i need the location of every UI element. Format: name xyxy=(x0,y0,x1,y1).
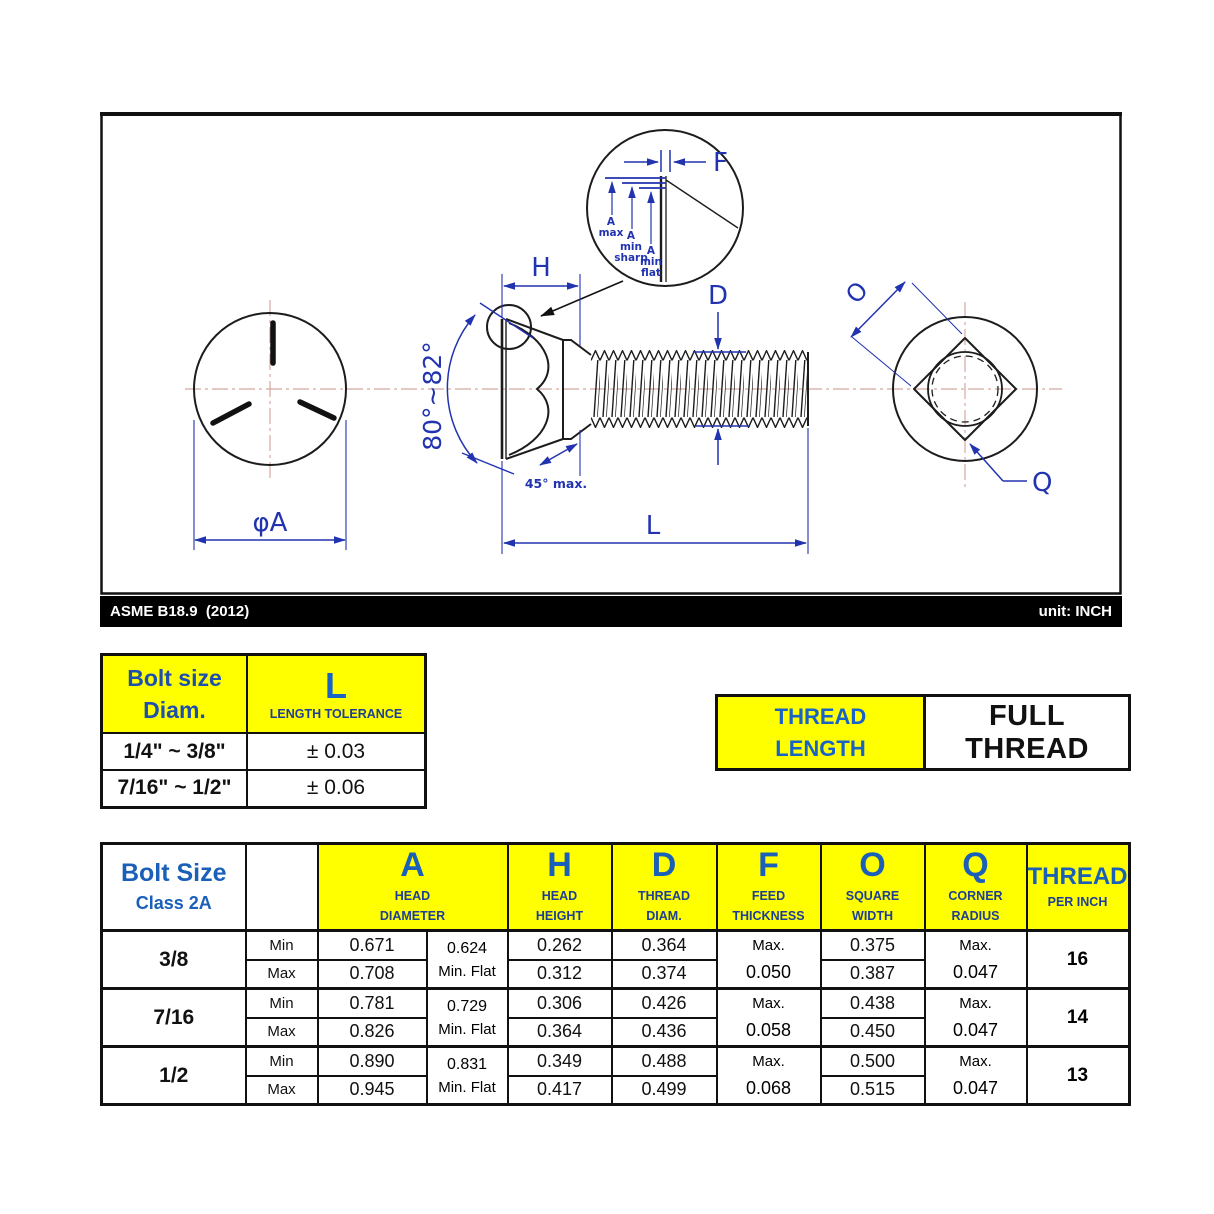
cell-max-label: Max xyxy=(246,960,318,989)
cell-min-label: Min xyxy=(246,1047,318,1076)
label-head-angle: 80°~82° xyxy=(418,341,447,451)
label-L: L xyxy=(645,511,661,541)
thread-length-value: FULL THREAD xyxy=(925,696,1130,770)
label-Q: Q xyxy=(1032,468,1053,498)
label-a-min-flat-3: flat xyxy=(641,267,661,279)
cell-A-max: 0.945 xyxy=(318,1076,427,1105)
thread-length-label-line2: LENGTH xyxy=(775,735,866,761)
tolerance-size-range: 7/16" ~ 1/2" xyxy=(102,770,248,807)
standard-name: ASME B18.9 (2012) xyxy=(110,603,250,620)
spec-row-1-2-min xyxy=(102,1047,1130,1076)
tolerance-header-line2: Diam. xyxy=(143,697,206,723)
cell-A-flat: 0.831 Min. Flat xyxy=(427,1047,508,1105)
cell-D-max: 0.499 xyxy=(612,1076,717,1105)
cell-A-max: 0.708 xyxy=(318,960,427,989)
tolerance-header-L xyxy=(247,655,426,734)
label-a-max-1: A xyxy=(606,216,616,228)
cell-size: 3/8 xyxy=(102,931,246,989)
cell-F: Max. 0.068 xyxy=(717,1047,821,1105)
spec-header-A: A HEAD DIAMETER xyxy=(318,844,508,931)
cell-H-max: 0.312 xyxy=(508,960,612,989)
thread-length-table xyxy=(715,694,1131,771)
cell-size: 7/16 xyxy=(102,989,246,1047)
cell-D-min: 0.426 xyxy=(612,989,717,1018)
cell-O-max: 0.450 xyxy=(821,1018,925,1047)
cell-min-label: Min xyxy=(246,989,318,1018)
cell-tpi: 13 xyxy=(1027,1047,1130,1105)
cell-H-min: 0.306 xyxy=(508,989,612,1018)
cell-Q: Max. 0.047 xyxy=(925,989,1027,1047)
cell-Q: Max. 0.047 xyxy=(925,931,1027,989)
cell-O-min: 0.500 xyxy=(821,1047,925,1076)
cell-D-max: 0.436 xyxy=(612,1018,717,1047)
tolerance-value: ± 0.03 xyxy=(247,733,426,770)
cell-F: Max. 0.050 xyxy=(717,931,821,989)
cell-A-min: 0.890 xyxy=(318,1047,427,1076)
label-a-min-sharp-2: min xyxy=(619,241,643,253)
cell-size: 1/2 xyxy=(102,1047,246,1105)
cell-D-max: 0.374 xyxy=(612,960,717,989)
label-H: H xyxy=(531,253,551,283)
cell-min-label: Min xyxy=(246,931,318,960)
spec-row-3-8-min xyxy=(102,931,1130,960)
cell-tpi: 16 xyxy=(1027,931,1130,989)
tolerance-row xyxy=(102,733,426,770)
cell-max-label: Max xyxy=(246,1018,318,1047)
cell-F: Max. 0.058 xyxy=(717,989,821,1047)
unit-label: unit: INCH xyxy=(1038,603,1112,620)
spec-corner-title: Bolt Size xyxy=(120,858,227,887)
spec-corner-class: Class 2A xyxy=(135,893,212,914)
spec-header-F: F FEED THICKNESS xyxy=(717,844,821,931)
label-a-min-flat-2: min xyxy=(639,256,663,268)
spec-header-O: O SQUARE WIDTH xyxy=(821,844,925,931)
spec-header-H: H HEAD HEIGHT xyxy=(508,844,612,931)
cell-O-max: 0.387 xyxy=(821,960,925,989)
label-O: O xyxy=(840,276,874,310)
cell-H-min: 0.262 xyxy=(508,931,612,960)
thread-profile xyxy=(591,350,808,428)
standard-bar xyxy=(100,596,1122,627)
cell-O-max: 0.515 xyxy=(821,1076,925,1105)
spec-table xyxy=(100,842,1131,1106)
thread-length-label xyxy=(717,696,925,770)
cell-D-min: 0.488 xyxy=(612,1047,717,1076)
cell-A-flat: 0.729 Min. Flat xyxy=(427,989,508,1047)
cell-O-min: 0.438 xyxy=(821,989,925,1018)
tolerance-header-size xyxy=(102,655,248,734)
cell-H-max: 0.417 xyxy=(508,1076,612,1105)
length-tolerance-table xyxy=(100,653,427,809)
label-a-max-2: max xyxy=(598,227,624,239)
label-a-min-sharp-3: sharp xyxy=(614,252,648,264)
cell-tpi: 14 xyxy=(1027,989,1130,1047)
spec-blank-header xyxy=(246,844,318,931)
label-chamfer: 45° max. xyxy=(524,476,588,491)
label-phiA: φA xyxy=(252,508,288,538)
tolerance-value: ± 0.06 xyxy=(247,770,426,807)
tolerance-header-line1: Bolt size xyxy=(127,664,222,691)
spec-header-row xyxy=(102,844,1130,931)
cell-Q: Max. 0.047 xyxy=(925,1047,1027,1105)
thread-length-label-line1: THREAD xyxy=(774,703,867,729)
spec-header-Q: Q CORNER RADIUS xyxy=(925,844,1027,931)
tolerance-size-range: 1/4" ~ 3/8" xyxy=(102,733,248,770)
label-F: F xyxy=(713,148,728,178)
label-D: D xyxy=(707,281,729,311)
cell-A-max: 0.826 xyxy=(318,1018,427,1047)
cell-A-min: 0.671 xyxy=(318,931,427,960)
tolerance-header-letter: L xyxy=(325,664,347,706)
cell-A-min: 0.781 xyxy=(318,989,427,1018)
tolerance-header-sub: LENGTH TOLERANCE xyxy=(269,706,403,721)
spec-corner-cell xyxy=(102,844,246,931)
tolerance-row xyxy=(102,770,426,807)
cell-O-min: 0.375 xyxy=(821,931,925,960)
label-a-min-flat-1: A xyxy=(646,245,656,257)
cell-max-label: Max xyxy=(246,1076,318,1105)
cell-H-max: 0.364 xyxy=(508,1018,612,1047)
spec-header-TPI: THREAD PER INCH xyxy=(1027,844,1130,931)
cell-H-min: 0.349 xyxy=(508,1047,612,1076)
cell-D-min: 0.364 xyxy=(612,931,717,960)
spec-header-D: D THREAD DIAM. xyxy=(612,844,717,931)
engineering-drawing xyxy=(100,112,1122,596)
cell-A-flat: 0.624 Min. Flat xyxy=(427,931,508,989)
spec-row-7-16-min xyxy=(102,989,1130,1018)
label-a-min-sharp-1: A xyxy=(626,230,636,242)
